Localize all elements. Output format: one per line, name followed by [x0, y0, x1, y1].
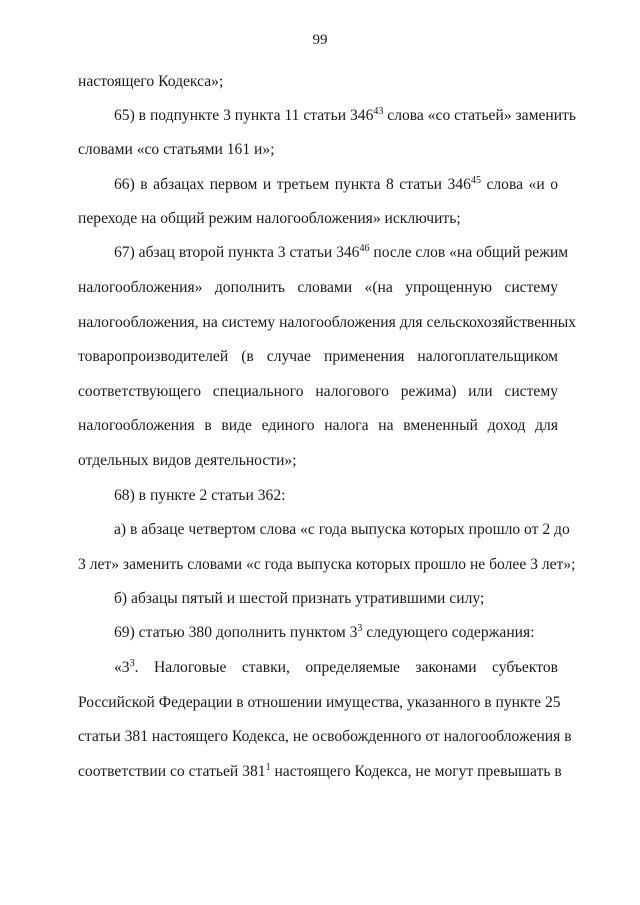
text-line-15: 3 лет» заменить словами «с года выпуска которых прошло не более 3 лет»;: [78, 556, 576, 573]
superscript: 1: [265, 762, 271, 773]
page-number: 99: [312, 32, 328, 48]
text-line-20: статьи 381 настоящего Кодекса, не освобожденного от налогообложения в: [78, 728, 572, 745]
superscript: 46: [359, 243, 370, 254]
text-line-9: товаропроизводителей (в случае применения налогоплательщиком: [78, 348, 558, 365]
text-line-8: налогообложения, на систему налогообложения для сельскохозяйственных: [78, 314, 577, 331]
text-line-2: 65) в подпункте 3 пункта 11 статьи $346^{43}$ слова «со статьей» заменить: [114, 106, 576, 124]
text-line-17: 69) статью 380 дополнить пунктом $3^3$ следующего содержания:: [114, 623, 535, 641]
text-line-21: соответствии со статьей $381^1$ настоящего Кодекса, не могут превышать в: [78, 762, 562, 780]
text-line-18: «$3^3$. Налоговые ставки, определяемые законами субъектов: [114, 658, 558, 676]
text-line-10: соответствующего специального налогового режима) или систему: [78, 383, 558, 400]
text-line-12: отдельных видов деятельности»;: [78, 452, 297, 469]
text-line-4: 66) в абзацах первом и третьем пункта 8 статьи $346^{45}$ слова «и о: [114, 175, 558, 193]
superscript: 45: [470, 175, 481, 186]
text-line-13: 68) в пункте 2 статьи 362:: [114, 487, 286, 504]
text-line-3: словами «со статьями 161 и»;: [78, 141, 275, 158]
text-line-7: налогообложения» дополнить словами «(на упрощенную систему: [78, 279, 558, 296]
superscript: 3: [129, 658, 135, 669]
text-line-5: переходе на общий режим налогообложения» исключить;: [78, 210, 461, 227]
superscript: 3: [357, 623, 363, 634]
text-line-11: налогообложения в виде единого налога на вмененный доход для: [78, 417, 558, 434]
superscript: 43: [373, 106, 384, 117]
text-line-19: Российской Федерации в отношении имущества, указанного в пункте 25: [78, 694, 561, 711]
text-line-6: 67) абзац второй пункта 3 статьи $346^{46}$ после слов «на общий режим: [114, 243, 569, 261]
text-line-1: настоящего Кодекса»;: [78, 73, 224, 90]
text-line-16: б) абзацы пятый и шестой признать утратившими силу;: [114, 590, 485, 607]
text-line-14: а) в абзаце четвертом слова «с года выпуска которых прошло от 2 до: [114, 521, 570, 538]
